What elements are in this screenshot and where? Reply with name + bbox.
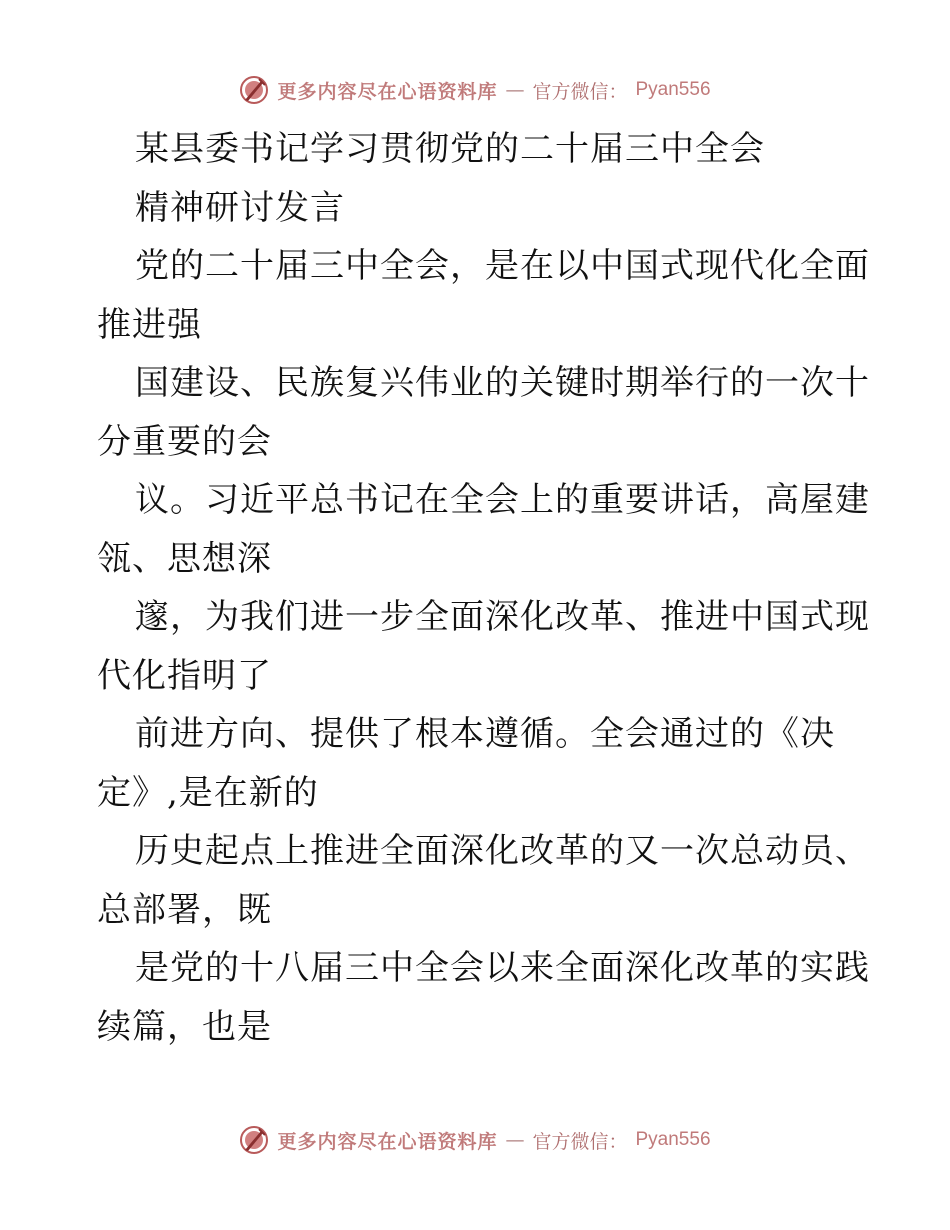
paragraph-line: 推进强 (97, 304, 202, 345)
watermark-label: 官方微信： (532, 1130, 628, 1153)
title-line-2: 精神研讨发言 (135, 187, 345, 228)
paragraph-line: 定》,是在新的 (97, 772, 319, 813)
paragraph-line: 党的二十届三中全会，是在以中国式现代化全面 (135, 246, 870, 286)
paragraph-line: 邃，为我们进一步全面深化改革、推进中国式现 (135, 597, 870, 637)
watermark-text: 更多内容尽在心语资料库 (277, 80, 498, 103)
header-watermark (0, 70, 950, 110)
paragraph-line: 国建设、民族复兴伟业的关键时期举行的一次十 (135, 363, 870, 403)
footer-watermark (0, 1120, 950, 1160)
paragraph-line: 前进方向、提供了根本遵循。全会通过的《决 (135, 714, 835, 754)
paragraph-line: 续篇，也是 (97, 1006, 272, 1047)
watermark-label: 官方微信： (532, 80, 628, 103)
watermark-separator: — (505, 1129, 525, 1151)
quill-pen-seal-icon (239, 1125, 269, 1155)
paragraph-line: 代化指明了 (97, 655, 272, 696)
quill-pen-seal-icon (239, 75, 269, 105)
watermark-text: 更多内容尽在心语资料库 (277, 1130, 498, 1153)
paragraph-line: 瓴、思想深 (97, 538, 272, 579)
watermark-account: Pyan556 (635, 79, 711, 100)
title-line-1: 某县委书记学习贯彻党的二十届三中全会 (135, 129, 765, 169)
paragraph-line: 议。习近平总书记在全会上的重要讲话，高屋建 (135, 480, 870, 520)
paragraph-line: 是党的十八届三中全会以来全面深化改革的实践 (135, 948, 870, 988)
paragraph-line: 总部署，既 (97, 889, 272, 930)
paragraph-line: 历史起点上推进全面深化改革的又一次总动员、 (135, 831, 870, 871)
watermark-account: Pyan556 (635, 1129, 711, 1150)
paragraph-line: 分重要的会 (97, 421, 272, 462)
document-body (97, 120, 870, 1056)
watermark-separator: — (505, 79, 525, 101)
